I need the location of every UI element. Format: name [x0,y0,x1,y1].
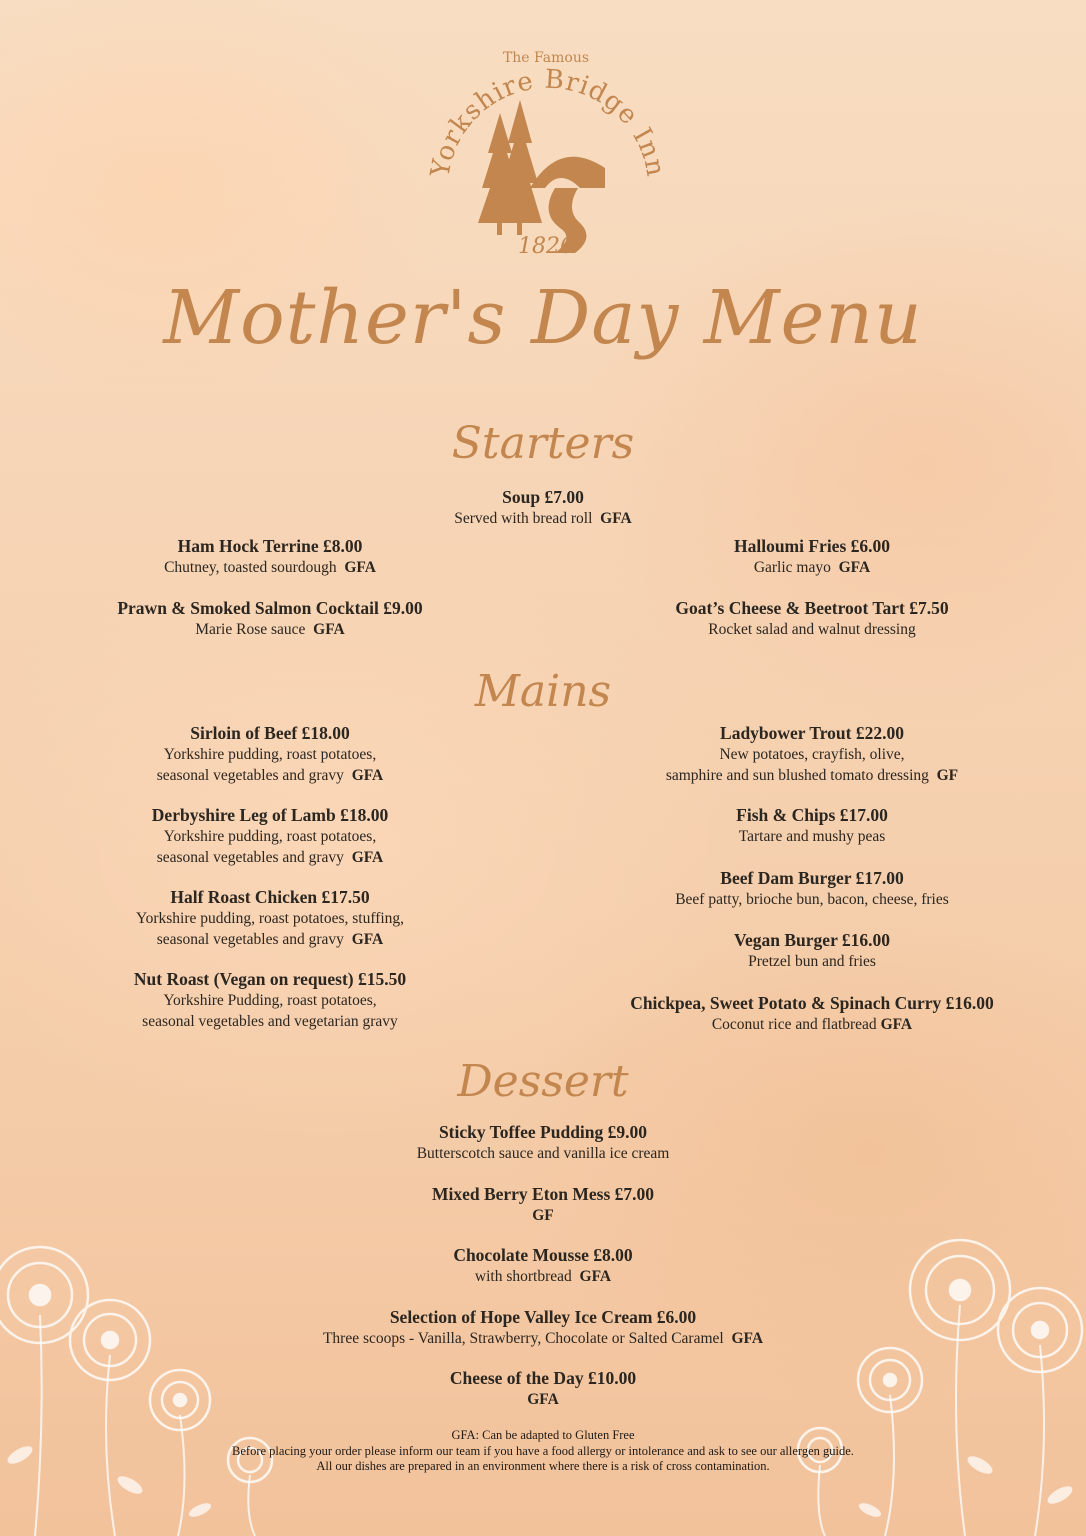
menu-item [562,993,1062,1035]
item-tag: GFA [351,767,384,784]
item-tag: GFA [880,1016,913,1033]
item-desc: Yorkshire Pudding, roast potatoes, [163,992,377,1009]
svg-text:1826 [518,234,574,259]
item-desc: seasonal vegetables and gravy [156,931,344,948]
svg-text:The Famous [503,50,589,66]
trees-and-bridge-logo [0,38,1086,273]
item-name: Selection of Hope Valley Ice Cream £6.00 [389,1307,697,1327]
item-name: Sirloin of Beef £18.00 [190,723,350,743]
menu-item [612,805,1012,847]
item-name: Mixed Berry Eton Mess £7.00 [431,1184,655,1204]
item-name: Halloumi Fries £6.00 [733,536,891,556]
menu-item [70,805,470,868]
item-name: Half Roast Chicken £17.50 [170,887,370,907]
item-name: Ham Hock Terrine £8.00 [177,536,363,556]
item-desc: Coconut rice and flatbread [711,1016,877,1033]
dessert-heading: Dessert [457,1056,629,1107]
menu-item [70,723,470,786]
item-desc: Chutney, toasted sourdough [164,559,337,576]
item-name: Sticky Toffee Pudding £9.00 [438,1122,648,1142]
item-desc: Served with bread roll [454,510,593,527]
footer-line: GFA: Can be adapted to Gluten Free [451,1428,635,1442]
item-tag: GFA [351,849,384,866]
item-desc: seasonal vegetables and gravy [156,849,344,866]
menu-item [612,598,1012,640]
item-name: Chocolate Mousse £8.00 [453,1245,633,1265]
item-name: Goat’s Cheese & Beetroot Tart £7.50 [675,598,949,618]
starters-heading: Starters [451,418,635,469]
item-tag: GFA [344,559,376,576]
menu-item [612,868,1012,910]
svg-text:Yorkshire Bridge Inn [425,65,670,181]
item-name: Beef Dam Burger £17.00 [720,868,904,888]
menu-item [612,930,1012,972]
item-name: Derbyshire Leg of Lamb £18.00 [151,805,389,825]
menu-item [70,598,470,640]
item-desc: seasonal vegetables and vegetarian gravy [142,1013,398,1030]
item-tag: GFA [731,1330,764,1347]
menu-item [193,1368,893,1410]
item-name: Prawn & Smoked Salmon Cocktail £9.00 [117,598,423,618]
logo-name: Yorkshire Bridge Inn [425,64,671,180]
menu-item [70,536,470,578]
item-desc: Yorkshire pudding, roast potatoes, [163,746,377,763]
item-tag: GFA [351,931,384,948]
item-tag: GFA [579,1268,612,1285]
item-name: Vegan Burger £16.00 [733,930,891,950]
footer-line: All our dishes are prepared in an environment where there is a risk of cross contamination. [316,1459,770,1473]
menu-item [70,969,470,1032]
item-desc: Rocket salad and walnut dressing [708,621,916,638]
item-name: Ladybower Trout £22.00 [720,723,904,743]
logo-year: 1826 [518,234,574,259]
item-desc: samphire and sun blushed tomato dressing [665,767,929,784]
item-desc: Tartare and mushy peas [738,828,886,845]
item-desc: Beef patty, brioche bun, bacon, cheese, fries [675,891,949,908]
item-tag: GFA [527,1391,559,1408]
allergen-footer [0,1428,1086,1475]
menu-item [193,1307,893,1349]
menu-item [193,1245,893,1287]
item-name: Soup £7.00 [502,487,584,507]
item-desc: Yorkshire pudding, roast potatoes, [163,828,377,845]
item-name: Nut Roast (Vegan on request) £15.50 [133,969,407,989]
item-tag: GFA [600,510,632,527]
menu-title: Mother's Day Menu [163,275,923,361]
menu-item [193,1122,893,1164]
menu-item [193,1184,893,1226]
mains-heading: Mains [474,666,612,717]
item-desc: with shortbread [474,1268,572,1285]
menu-item [70,887,470,950]
item-desc: Garlic mayo [753,559,831,576]
menu-item [193,487,893,529]
item-tag: GF [936,767,959,784]
item-desc: Butterscotch sauce and vanilla ice cream [416,1145,670,1162]
footer-line: Before placing your order please inform our team if you have a food allergy or intolerance and ask to see our allergen guide. [232,1443,854,1458]
item-desc: seasonal vegetables and gravy [156,767,344,784]
item-desc: Yorkshire pudding, roast potatoes, stuffing, [135,910,405,927]
item-tag: GFA [838,559,871,576]
item-name: Chickpea, Sweet Potato & Spinach Curry £16.00 [630,993,994,1013]
item-desc: New potatoes, crayfish, olive, [719,746,905,763]
item-tag: GF [532,1207,554,1224]
item-name: Fish & Chips £17.00 [736,805,888,825]
item-tag: GFA [313,621,345,638]
menu-item [612,723,1012,786]
item-desc: Marie Rose sauce [195,621,306,638]
item-name: Cheese of the Day £10.00 [449,1368,637,1388]
item-desc: Pretzel bun and fries [748,953,876,970]
item-desc: Three scoops - Vanilla, Strawberry, Chocolate or Salted Caramel [322,1330,724,1347]
logo-tagline: The Famous [502,50,590,66]
menu-item [612,536,1012,578]
